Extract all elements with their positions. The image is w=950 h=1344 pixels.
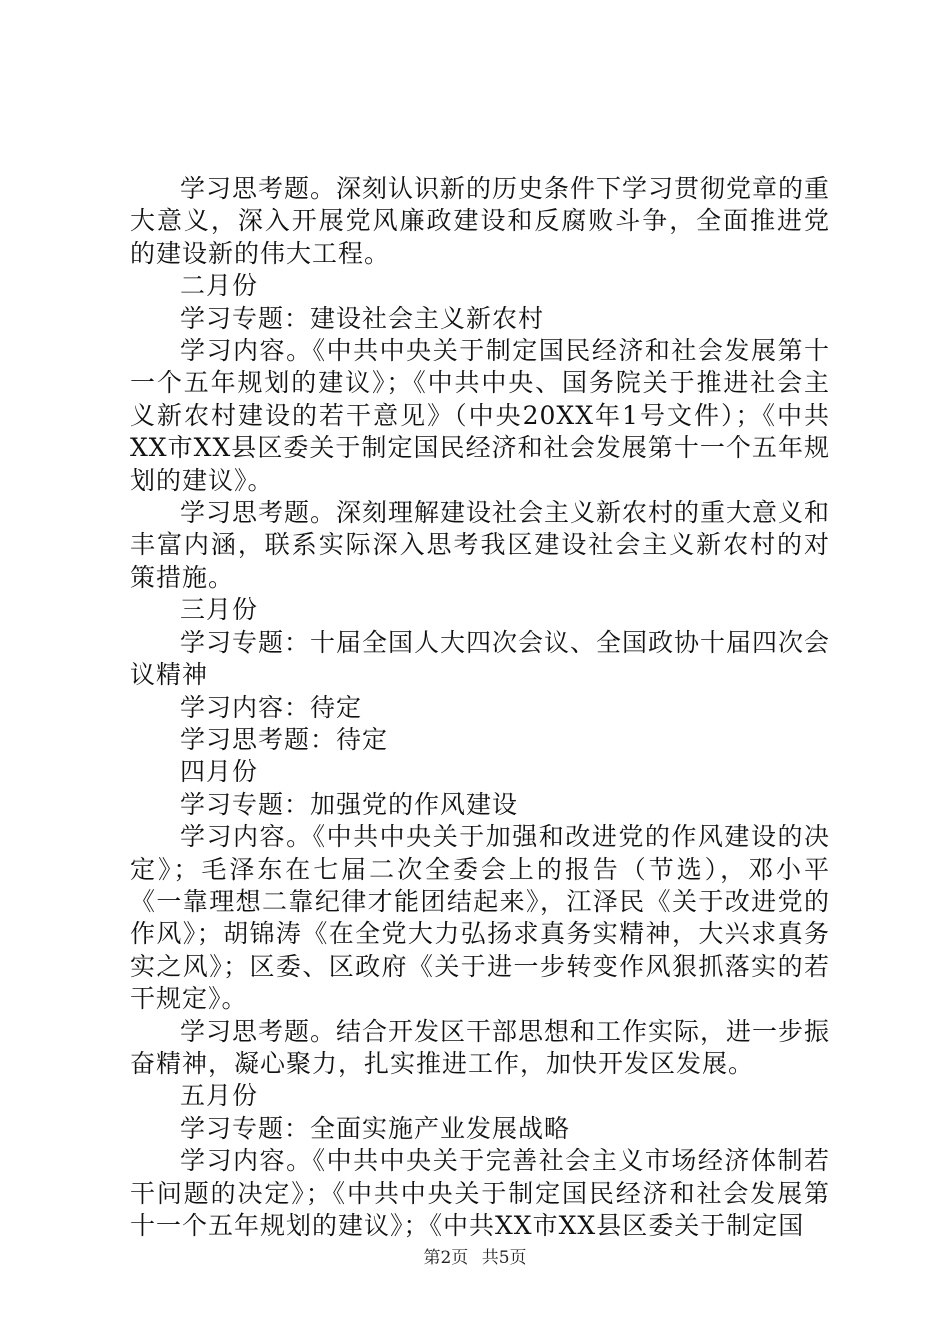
- paragraph-thinking-questions-party-constitution: 学习思考题。深刻认识新的历史条件下学习贯彻党章的重大意义，深入开展党风廉政建设和反腐败斗争，全面推进党的建设新的伟大工程。: [130, 174, 831, 268]
- topic-may: 学习专题：全面实施产业发展战略: [180, 1113, 571, 1143]
- page-footer: [0, 1243, 950, 1268]
- content-april: 学习内容。《中共中央关于加强和改进党的作风建设的决定》；毛泽东在七届二次全委会上的报告（节选），邓小平《一靠理想二靠纪律才能团结起来》，江泽民《关于改进党的作风》；胡锦涛《在全党大力弘扬求真务实精神，大兴求真务实之风》；区委、区政府《关于进一步转变作风狠抓落实的若干规定》。: [130, 822, 830, 1014]
- month-heading-may: 五月份: [180, 1081, 259, 1111]
- month-heading-february: 二月份: [180, 271, 259, 301]
- topic-april: 学习专题：加强党的作风建设: [180, 789, 519, 819]
- content-may: 学习内容。《中共中央关于完善社会主义市场经济体制若干问题的决定》；《中共中央关于制定国民经济和社会发展第十一个五年规划的建议》；《中共XX市XX县区委关于制定国: [130, 1146, 830, 1240]
- thinking-questions-march: 学习思考题：待定: [180, 724, 389, 754]
- topic-february: 学习专题：建设社会主义新农村: [180, 303, 545, 333]
- page-number: 第2页: [423, 1248, 469, 1268]
- thinking-questions-april: 学习思考题。结合开发区干部思想和工作实际，进一步振奋精神，凝心聚力，扎实推进工作，加快开发区发展。: [130, 1016, 831, 1078]
- thinking-questions-february: 学习思考题。深刻理解建设社会主义新农村的重大意义和丰富内涵，联系实际深入思考我区建设社会主义新农村的对策措施。: [130, 498, 831, 592]
- topic-march: 学习专题：十届全国人大四次会议、全国政协十届四次会议精神: [130, 627, 831, 690]
- month-heading-april: 四月份: [180, 757, 259, 787]
- content-february: 学习内容。《中共中央关于制定国民经济和社会发展第十一个五年规划的建议》；《中共中央、国务院关于推进社会主义新农村建设的若干意见》（中央20XX年1号文件）；《中共XX市XX县区委关于制定国民经济和社会发展第十一个五年规划的建议》。: [130, 336, 830, 495]
- document-body: [130, 173, 830, 1242]
- month-heading-march: 三月份: [180, 595, 259, 625]
- content-march: 学习内容：待定: [180, 692, 363, 722]
- page-total: 共5页: [481, 1248, 527, 1268]
